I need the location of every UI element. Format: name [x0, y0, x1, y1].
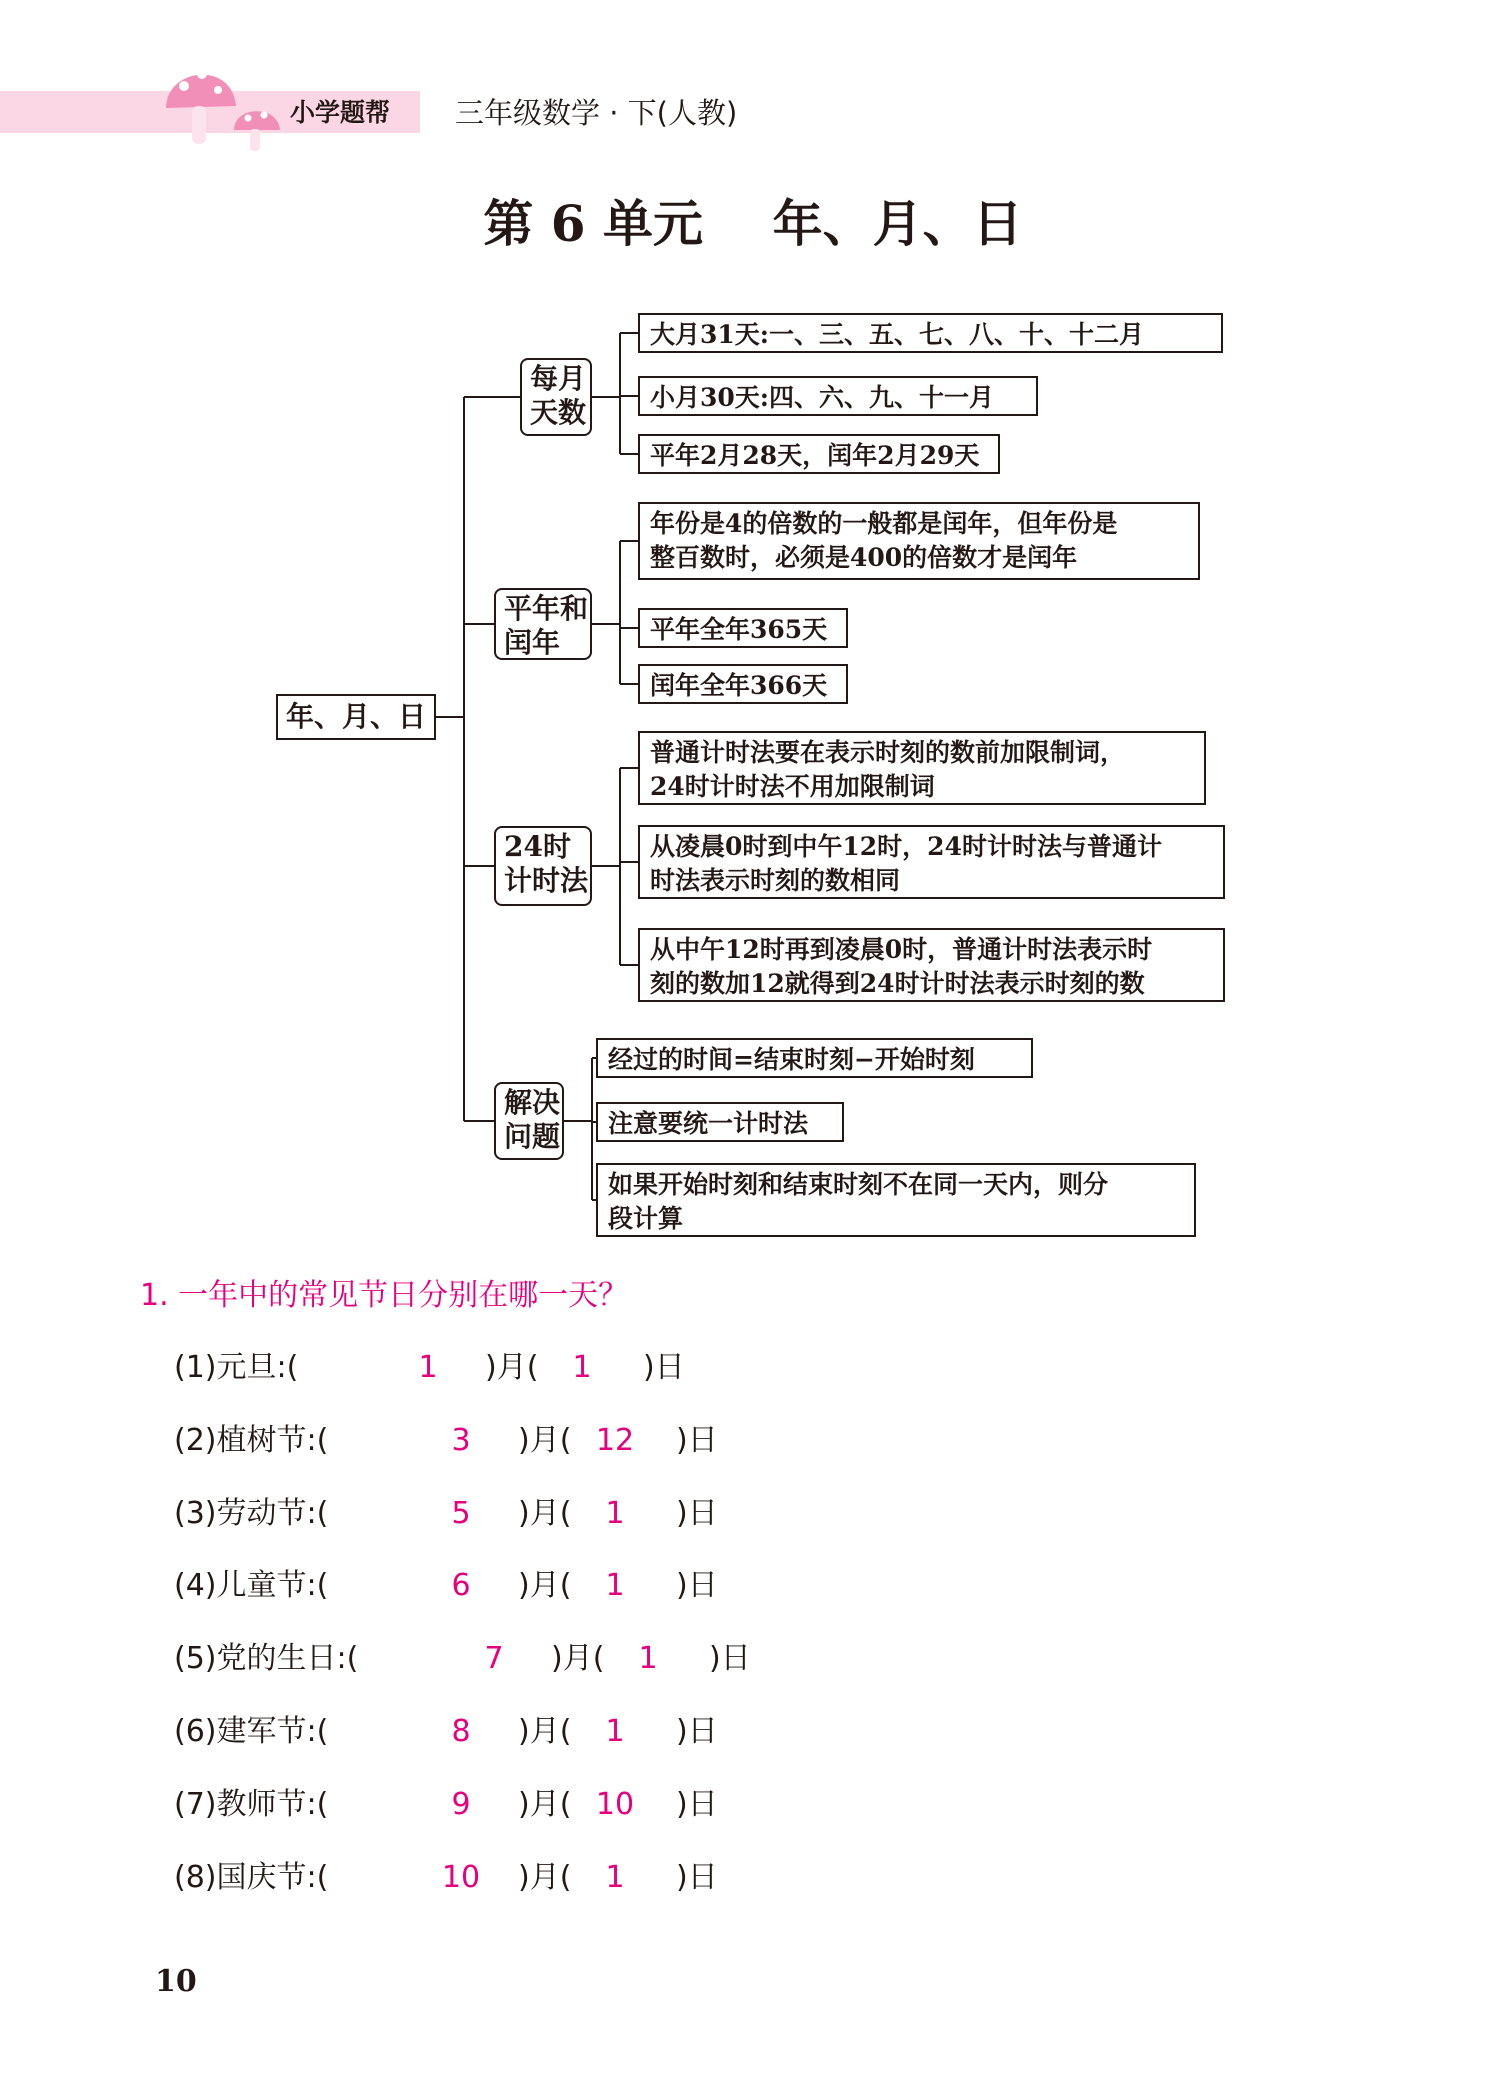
- month-answer: 10: [441, 1859, 481, 1895]
- mindmap-item: [638, 928, 1225, 1002]
- category-label-line: 计时法: [504, 864, 589, 897]
- mindmap-category: [520, 358, 592, 436]
- mindmap-root: 年、月、日: [276, 694, 436, 740]
- day-answer: 1: [605, 1495, 625, 1531]
- item-text-line: 平年2月28天，闰年2月29天: [650, 441, 980, 470]
- mindmap-item: [596, 1038, 1033, 1078]
- month-day-separator: )月(: [518, 1568, 572, 1604]
- day-answer: 1: [638, 1641, 658, 1677]
- month-answer: 9: [451, 1786, 471, 1822]
- item-text-line: 如果开始时刻和结束时刻不在同一天内，则分: [608, 1170, 1109, 1199]
- day-suffix: )日: [676, 1568, 718, 1604]
- item-text-line: 大月31天:一、三、五、七、八、十、十二月: [650, 320, 1145, 349]
- holiday-label: (7)教师节:(: [174, 1786, 329, 1822]
- mindmap-item: [638, 502, 1200, 580]
- category-label-line: 解决: [504, 1086, 561, 1119]
- day-answer: 1: [572, 1350, 592, 1385]
- item-text-line: 刻的数加12就得到24时计时法表示时刻的数: [650, 969, 1145, 998]
- item-text-line: 整百数时，必须是400的倍数才是闰年: [650, 543, 1078, 572]
- holiday-label: (5)党的生日:(: [174, 1641, 359, 1677]
- category-label-line: 闰年: [504, 626, 561, 659]
- question-1: 1. 一年中的常见节日分别在哪一天？: [140, 1278, 629, 1313]
- day-suffix: )日: [643, 1350, 685, 1385]
- item-text-line: 注意要统一计时法: [608, 1109, 809, 1138]
- category-label-line: 天数: [530, 396, 587, 429]
- day-answer: 1: [605, 1859, 625, 1895]
- item-text-line: 段计算: [608, 1204, 684, 1233]
- item-text-line: 平年全年365天: [650, 615, 828, 644]
- item-text-line: 闰年全年366天: [650, 671, 828, 700]
- unit-title: 第 6 单元 年、月、日: [483, 194, 1023, 253]
- item-text-line: 经过的时间=结束时刻−开始时刻: [608, 1045, 975, 1074]
- month-answer: 3: [451, 1422, 471, 1458]
- day-suffix: )日: [676, 1786, 718, 1822]
- holiday-label: (1)元旦:(: [174, 1350, 299, 1385]
- day-answer: 10: [595, 1786, 635, 1822]
- mindmap-item: [638, 376, 1038, 416]
- month-day-separator: )月(: [551, 1641, 605, 1677]
- month-day-separator: )月(: [518, 1714, 572, 1749]
- day-suffix: )日: [676, 1422, 718, 1458]
- day-suffix: )日: [676, 1859, 718, 1895]
- holiday-label: (3)劳动节:(: [174, 1495, 329, 1531]
- day-answer: 12: [595, 1422, 635, 1458]
- month-day-separator: )月(: [485, 1350, 539, 1385]
- month-answer: 6: [451, 1568, 471, 1604]
- day-answer: 1: [605, 1714, 625, 1749]
- month-answer: 5: [451, 1495, 471, 1531]
- day-answer: 1: [605, 1568, 625, 1604]
- holiday-label: (4)儿童节:(: [174, 1568, 329, 1604]
- book-title: 三年级数学 · 下(人教): [455, 96, 738, 130]
- day-suffix: )日: [676, 1714, 718, 1749]
- category-label-line: 24时: [504, 830, 571, 863]
- item-text-line: 从凌晨0时到中午12时，24时计时法与普通计: [650, 832, 1162, 861]
- category-label-line: 每月: [530, 362, 587, 395]
- item-text-line: 从中午12时再到凌晨0时，普通计时法表示时: [650, 935, 1153, 964]
- brand-label: 小学题帮: [290, 98, 391, 127]
- category-label-line: 平年和: [504, 592, 589, 625]
- month-day-separator: )月(: [518, 1495, 572, 1531]
- holiday-label: (2)植树节:(: [174, 1422, 329, 1458]
- day-suffix: )日: [676, 1495, 718, 1531]
- page-number: 10: [155, 1964, 197, 1999]
- item-text-line: 年份是4的倍数的一般都是闰年，但年份是: [650, 509, 1118, 538]
- mindmap-item: [638, 313, 1223, 353]
- month-answer: 7: [484, 1641, 504, 1677]
- mindmap-category: [494, 1082, 564, 1160]
- mindmap-item: [596, 1102, 844, 1142]
- item-text-line: 普通计时法要在表示时刻的数前加限制词，: [650, 738, 1126, 767]
- item-text-line: 24时计时法不用加限制词: [650, 772, 935, 801]
- mindmap-item: [638, 434, 1000, 474]
- month-answer: 1: [418, 1350, 438, 1385]
- month-day-separator: )月(: [518, 1786, 572, 1822]
- holiday-label: (8)国庆节:(: [174, 1859, 329, 1895]
- mindmap-item: [638, 731, 1206, 805]
- mindmap-item: [638, 608, 848, 648]
- mindmap-item: [596, 1163, 1196, 1237]
- item-text-line: 小月30天:四、六、九、十一月: [650, 383, 995, 412]
- category-label-line: 问题: [504, 1120, 561, 1153]
- mindmap-category: [494, 826, 592, 906]
- item-text-line: 时法表示时刻的数相同: [650, 866, 901, 895]
- mindmap-category: [494, 588, 592, 660]
- holiday-label: (6)建军节:(: [174, 1714, 329, 1749]
- month-day-separator: )月(: [518, 1859, 572, 1895]
- month-day-separator: )月(: [518, 1422, 572, 1458]
- month-answer: 8: [451, 1714, 471, 1749]
- mindmap-item: [638, 825, 1225, 899]
- mindmap-item: [638, 664, 848, 704]
- day-suffix: )日: [709, 1641, 751, 1677]
